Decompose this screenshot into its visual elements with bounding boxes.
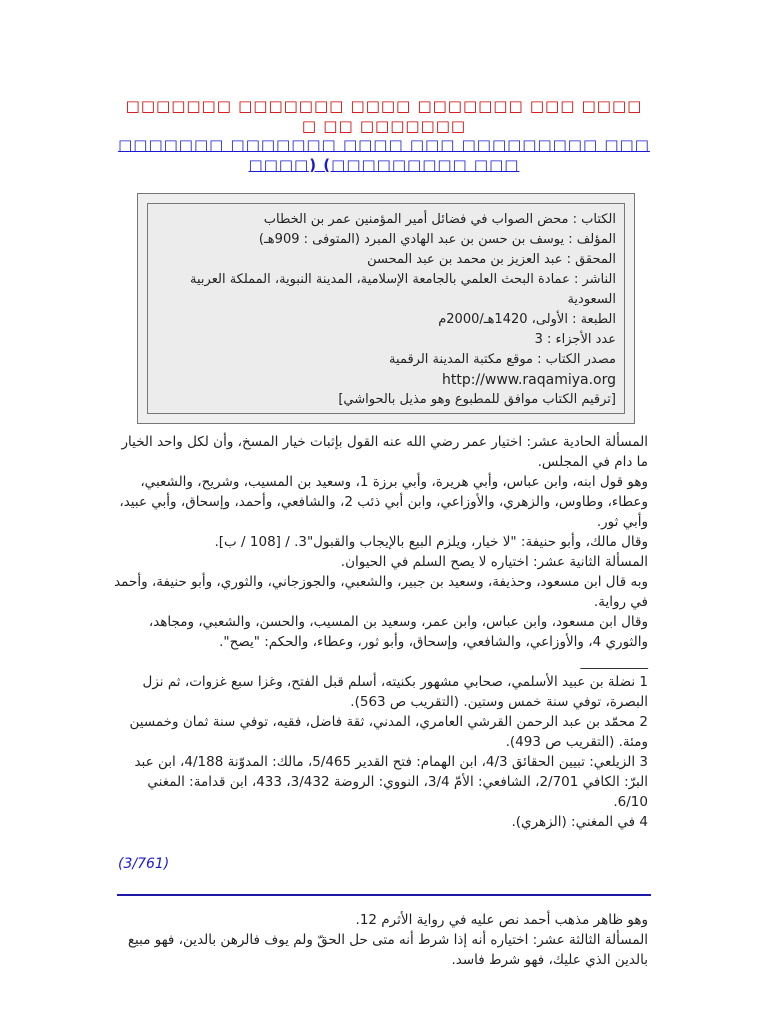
footnote: 4 في المغني: (الزهري). [511, 814, 648, 830]
info-parts: عدد الأجزاء : 3 [534, 332, 616, 347]
main-text [110, 432, 648, 832]
footnote: 3 الزيلعي: تبيين الحقائق 4/3، ابن الهمام: فتح القدير 5/465، مالك: المدوّنة 4/188، ابن عبد البرّ: الكافي 2/701، الشافعي: الأمّ 3/4، النووي: الروضة 3/432، 433، ابن قدامة: المغني 6/10. [134, 754, 648, 810]
info-publisher: الناشر : عمادة البحث العلمي بالجامعة الإسلامية، المدينة النبوية، المملكة العربية السعودية [190, 272, 616, 307]
paragraph: وهو ظاهر مذهب أحمد نص عليه في رواية الأثرم 12. [355, 912, 648, 928]
paragraph: وقال مالك، وأبو حنيفة: "لا خيار، ويلزم البيع بالإيجاب والقبول"3. / [108 / ب]. [214, 534, 648, 550]
info-note: [ترقيم الكتاب موافق للمطبوع وهو مذيل بالحواشي] [338, 392, 616, 407]
info-book: الكتاب : محض الصواب في فضائل أمير المؤمنين عمر بن الخطاب [263, 212, 616, 227]
info-author: المؤلف : يوسف بن حسن بن عبد الهادي المبرد (المتوفى : 909هـ) [258, 232, 616, 247]
paragraph: المسألة الثانية عشر: اختياره لا يصح السلم في الحيوان. [340, 554, 648, 570]
info-edition: الطبعة : الأولى، 1420هـ/2000م [438, 312, 616, 327]
book-title-link[interactable]: □□□□□□□ □□□□□□□ □□□□ □□□ □□□□□□□□□ □□□ □□□□) (□□□□□□□□□ □□□ [118, 136, 650, 174]
paragraph: وبه قال ابن مسعود، وحذيفة، وسعيد بن جبير، والشعبي، والجوزجاني، والثوري، وأبو حنيفة، وأحمد في رواية. [114, 574, 648, 610]
info-source: مصدر الكتاب : موقع مكتبة المدينة الرقمية [389, 352, 616, 367]
info-editor: المحقق : عبد العزيز بن محمد بن عبد المحسن [367, 252, 616, 267]
paragraph: المسألة الحادية عشر: اختيار عمر رضي الله عنه القول بإثبات خيار المسخ، وأن لكل واحد الخيار ما دام في المجلس. [121, 434, 648, 470]
page-reference-link[interactable]: (3/761) [118, 856, 170, 872]
footnote: 2 محمّد بن عبد الرحمن القرشي العامري، المدني، ثقة فاضل، فقيه، توفي سنة ثمان وخمسين ومئة. (التقريب ص 493). [129, 714, 648, 750]
paragraph: وقال ابن مسعود، وابن عباس، وابن عمر، وسعيد بن المسيب، والحسن، والشعبي، ومجاهد، والثوري 4، والأوزاعي، والشافعي، وإسحاق، وأبو ثور، وعطاء، والحكم: "يصح". [148, 614, 648, 650]
page-divider [117, 894, 651, 896]
paragraph: وهو قول ابنه، وابن عباس، وأبي هريرة، وأبي برزة 1، وسعيد بن المسيب، وشريح، والشعبي، وعطاء، وطاوس، والزهري، والأوزاعي، وابن أبي ذئب 2، والشافعي، وأحمد، وإسحاق، وأبي عبيد، وأبي ثور. [119, 474, 648, 530]
footnote: 1 نضلة بن عبيد الأسلمي، صحابي مشهور بكنيته، أسلم قبل الفتح، وغزا سبع غزوات، ثم نزل البصرة، توفي سنة خمس وستين. (التقريب ص 563). [142, 674, 648, 710]
info-url: http://www.raqamiya.org [441, 372, 616, 388]
book-title-red: □□□□□□□ □□□□□□□ □□□□ □□□□□□□ □□□ □□□□□ □□ □□□□□□□ [125, 97, 643, 135]
continuation-text [110, 910, 648, 970]
book-info-inner [147, 203, 625, 414]
footnote-separator: __________ [580, 654, 648, 670]
book-info-box [137, 193, 635, 424]
paragraph: المسألة الثالثة عشر: اختياره أنه إذا شرط أنه متى حل الحقّ ولم يوف فالرهن بالدين، فهو مبيع بالدين الذي عليك، فهو شرط فاسد. [127, 932, 648, 968]
